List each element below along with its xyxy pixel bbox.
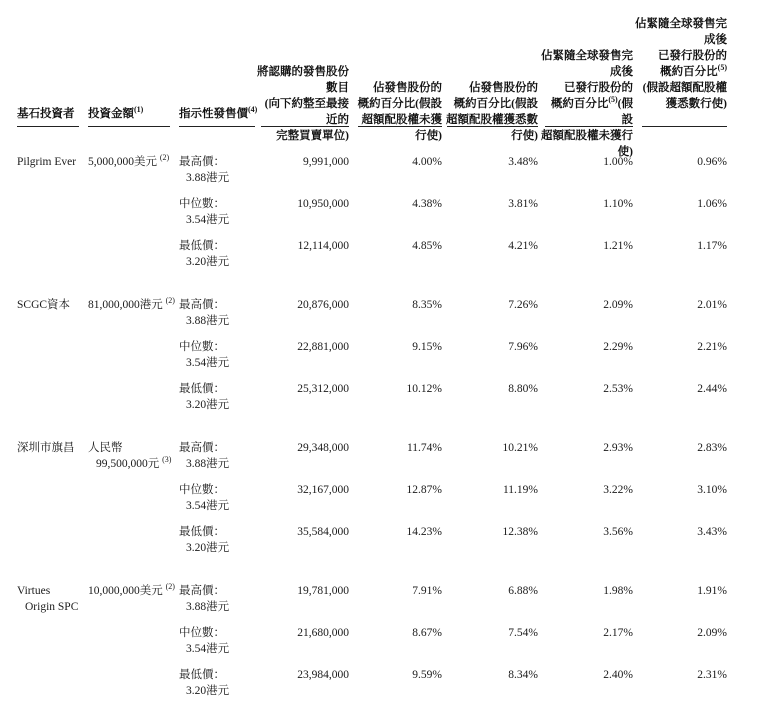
shares-count: 25,312,000 — [297, 383, 349, 395]
pct-offer-not-exercised: 4.85% — [412, 240, 442, 252]
investor-name: SCGC資本 — [17, 299, 71, 311]
investor-name: Virtues — [17, 585, 51, 597]
shares-count: 22,881,000 — [297, 341, 349, 353]
investor-name-line2: Origin SPC — [25, 601, 79, 613]
pct-offer-fully-exercised: 3.81% — [508, 198, 538, 210]
investment-amount — [88, 154, 173, 170]
pct-issued-fully-exercised: 2.83% — [697, 442, 727, 454]
pct-issued-not-exercised: 1.21% — [603, 240, 633, 252]
price-tier-label: 最低價： — [179, 383, 225, 395]
investment-amount — [88, 440, 173, 456]
header-pct-offer-fully-exercised-underline — [447, 126, 538, 127]
pct-issued-fully-exercised: 2.09% — [697, 627, 727, 639]
shares-count: 19,781,000 — [297, 585, 349, 597]
pct-issued-not-exercised: 2.53% — [603, 383, 633, 395]
pct-offer-fully-exercised: 12.38% — [502, 526, 538, 538]
pct-issued-fully-exercised: 1.17% — [697, 240, 727, 252]
pct-offer-fully-exercised: 6.88% — [508, 585, 538, 597]
price-tier-label: 中位數： — [179, 198, 225, 210]
pct-issued-not-exercised: 2.09% — [603, 299, 633, 311]
header-investor-underline — [17, 126, 79, 127]
pct-offer-not-exercised: 8.35% — [412, 299, 442, 311]
price-tier-label: 最高價： — [179, 585, 225, 597]
header-price: 指示性發售價$^{(4)}$ — [179, 105, 258, 120]
pct-offer-not-exercised: 8.67% — [412, 627, 442, 639]
header-shares: 將認購的發售股份數目 (向下約整至最接近的 完整買賣單位) — [257, 66, 349, 142]
investor-name: 深圳市旗昌 — [17, 442, 75, 454]
amount-footnote: (2) — [165, 296, 175, 305]
pct-issued-not-exercised: 1.10% — [603, 198, 633, 210]
pct-issued-not-exercised: 3.56% — [603, 526, 633, 538]
pct-issued-fully-exercised: 2.31% — [697, 669, 727, 681]
price-tier-value: 3.54港元 — [186, 500, 230, 512]
header-amount-underline — [88, 126, 170, 127]
pct-offer-fully-exercised: 10.21% — [502, 442, 538, 454]
pct-issued-fully-exercised: 1.06% — [697, 198, 727, 210]
shares-count: 23,984,000 — [297, 669, 349, 681]
pct-offer-fully-exercised: 11.19% — [502, 484, 538, 496]
amount-text: 10,000,000美元 — [88, 585, 163, 597]
header-amount: 投資金額$^{(1)}$ — [88, 105, 144, 120]
header-investor: 基石投資者 — [17, 108, 75, 120]
pct-issued-fully-exercised: 2.21% — [697, 341, 727, 353]
price-tier-label: 最低價： — [179, 669, 225, 681]
shares-count: 20,876,000 — [297, 299, 349, 311]
price-tier-value: 3.88港元 — [186, 172, 230, 184]
header-shares-underline — [261, 126, 349, 127]
pct-issued-not-exercised: 3.22% — [603, 484, 633, 496]
pct-issued-fully-exercised: 3.10% — [697, 484, 727, 496]
pct-issued-fully-exercised: 2.44% — [697, 383, 727, 395]
pct-offer-not-exercised: 10.12% — [406, 383, 442, 395]
amount-text: 5,000,000美元 — [88, 156, 157, 168]
pct-offer-fully-exercised: 8.80% — [508, 383, 538, 395]
investment-amount-line2 — [96, 456, 181, 472]
price-tier-label: 中位數： — [179, 484, 225, 496]
pct-offer-fully-exercised: 7.54% — [508, 627, 538, 639]
pct-issued-not-exercised: 1.98% — [603, 585, 633, 597]
price-tier-value: 3.20港元 — [186, 685, 230, 697]
pct-offer-fully-exercised: 7.26% — [508, 299, 538, 311]
shares-count: 9,991,000 — [303, 156, 349, 168]
price-tier-value: 3.20港元 — [186, 399, 230, 411]
pct-offer-not-exercised: 11.74% — [406, 442, 442, 454]
header-pct-issued-not-exercised-underline — [545, 126, 633, 127]
price-tier-value: 3.54港元 — [186, 643, 230, 655]
price-tier-label: 中位數： — [179, 627, 225, 639]
pct-issued-not-exercised: 2.29% — [603, 341, 633, 353]
header-pct-issued-fully-exercised: 佔緊隨全球發售完成後 已發行股份的 概約百分比$^{(5)}$ (假設超額配股權 獲悉數行使) — [635, 18, 727, 110]
pct-issued-fully-exercised: 3.43% — [697, 526, 727, 538]
price-tier-label: 最低價： — [179, 240, 225, 252]
pct-offer-not-exercised: 14.23% — [406, 526, 442, 538]
price-tier-label: 最低價： — [179, 526, 225, 538]
pct-offer-not-exercised: 9.59% — [412, 669, 442, 681]
pct-issued-not-exercised: 2.17% — [603, 627, 633, 639]
pct-issued-not-exercised: 2.93% — [603, 442, 633, 454]
investment-amount — [88, 297, 173, 313]
header-pct-offer-fully-exercised: 佔發售股份的 概約百分比(假設 超額配股權獲悉數行使) — [446, 82, 538, 142]
pct-offer-fully-exercised: 7.96% — [508, 341, 538, 353]
shares-count: 12,114,000 — [297, 240, 349, 252]
price-tier-value: 3.88港元 — [186, 315, 230, 327]
price-tier-value: 3.20港元 — [186, 256, 230, 268]
amount-text: 人民幣 — [88, 442, 123, 454]
header-pct-offer-not-exercised: 佔發售股份的 概約百分比(假設 超額配股權未獲行使) — [357, 82, 442, 142]
header-pct-offer-not-exercised-underline — [358, 126, 442, 127]
pct-offer-fully-exercised: 8.34% — [508, 669, 538, 681]
investment-amount — [88, 583, 173, 599]
pct-offer-not-exercised: 9.15% — [412, 341, 442, 353]
shares-count: 35,584,000 — [297, 526, 349, 538]
price-tier-value: 3.54港元 — [186, 357, 230, 369]
pct-offer-not-exercised: 4.38% — [412, 198, 442, 210]
amount-footnote: (2) — [165, 582, 175, 591]
price-tier-value: 3.88港元 — [186, 601, 230, 613]
shares-count: 10,950,000 — [297, 198, 349, 210]
pct-offer-not-exercised: 7.91% — [412, 585, 442, 597]
header-price-underline — [179, 126, 255, 127]
header-pct-issued-fully-exercised-underline — [642, 126, 727, 127]
price-tier-value: 3.20港元 — [186, 542, 230, 554]
price-tier-value: 3.88港元 — [186, 458, 230, 470]
price-tier-label: 最高價： — [179, 299, 225, 311]
price-tier-label: 中位數： — [179, 341, 225, 353]
shares-count: 29,348,000 — [297, 442, 349, 454]
price-tier-label: 最高價： — [179, 442, 225, 454]
pct-offer-fully-exercised: 3.48% — [508, 156, 538, 168]
shares-count: 21,680,000 — [297, 627, 349, 639]
pct-issued-not-exercised: 1.00% — [603, 156, 633, 168]
amount-footnote: (2) — [159, 153, 170, 162]
pct-offer-fully-exercised: 4.21% — [508, 240, 538, 252]
pct-issued-fully-exercised: 0.96% — [697, 156, 727, 168]
header-pct-issued-not-exercised: 佔緊隨全球發售完成後 已發行股份的 概約百分比$^{(5)}$(假設 超額配股權未獲行使) — [541, 50, 633, 158]
investor-name: Pilgrim Ever — [17, 156, 77, 168]
pct-issued-not-exercised: 2.40% — [603, 669, 633, 681]
pct-issued-fully-exercised: 1.91% — [697, 585, 727, 597]
amount-text-line2: 99,500,000元 — [96, 458, 160, 470]
price-tier-value: 3.54港元 — [186, 214, 230, 226]
price-tier-label: 最高價： — [179, 156, 225, 168]
pct-offer-not-exercised: 12.87% — [406, 484, 442, 496]
shares-count: 32,167,000 — [297, 484, 349, 496]
pct-issued-fully-exercised: 2.01% — [697, 299, 727, 311]
amount-footnote: (3) — [162, 455, 172, 464]
pct-offer-not-exercised: 4.00% — [412, 156, 442, 168]
amount-text: 81,000,000港元 — [88, 299, 163, 311]
